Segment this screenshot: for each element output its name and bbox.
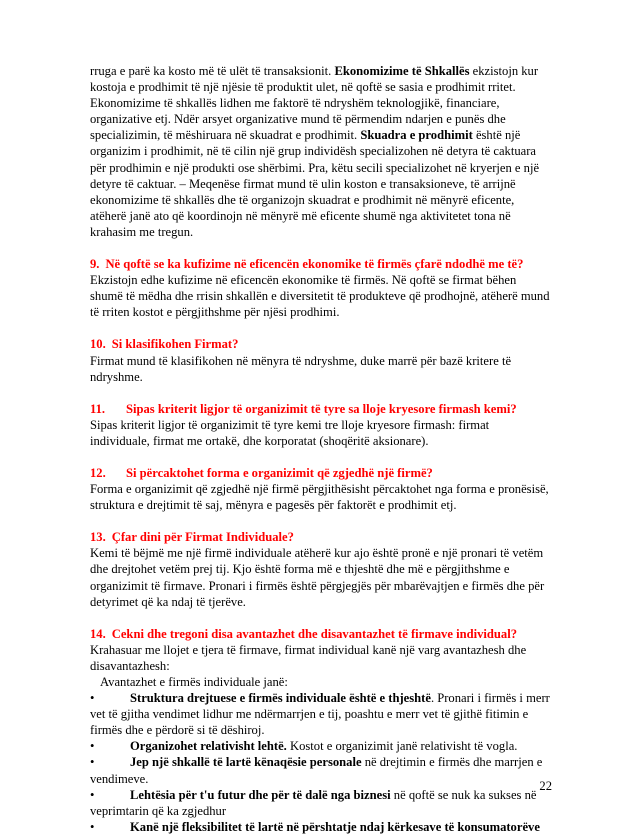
question-13-title: Çfar dini për Firmat Individuale? — [111, 530, 294, 545]
page-number: 22 — [539, 779, 552, 793]
question-13-heading — [90, 529, 552, 545]
intro-bold-2: Skuadra e prodhimit — [360, 128, 473, 143]
bullet-bold: Organizohet relativisht lehtë. — [130, 739, 287, 754]
bullet-item — [90, 690, 552, 738]
intro-text-1: rruga e parë ka kosto më të ulët të transaksionit. — [90, 64, 335, 78]
bullet-bold: Struktura drejtuese e firmës individuale është e thjeshtë — [130, 691, 431, 706]
question-10-title: Si klasifikohen Firmat? — [111, 337, 239, 352]
bullet-icon: • — [90, 819, 95, 834]
intro-bold-1: Ekonomizime të Shkallës — [334, 64, 470, 78]
question-14-title: Cekni dhe tregoni disa avantazhet dhe disavantazhet të firmave individual? — [111, 626, 517, 641]
bullet-text: në drejtimin e firmës dhe marrjen e vendimeve. — [90, 755, 543, 786]
question-9-heading — [90, 256, 552, 272]
question-14-heading — [90, 626, 552, 642]
question-11-title: Sipas kriterit ligjor të organizimit të tyre sa lloje kryesore firmash kemi? — [126, 401, 517, 416]
bullet-icon: • — [90, 755, 95, 770]
question-14-number: 14. — [90, 626, 106, 641]
question-9-title: Në qoftë se ka kufizime në eficencën ekonomike të firmës çfarë ndodhë me të? — [105, 257, 524, 272]
intro-text-2: ekzistojn kur kostoja e prodhimit të një njësie të produktit ulet, në qoftë se sasia e prodhimit rritet. Ekonomizime të shkallës lidhen me faktorë të ndryshëm teknologjikë, financiare, organizative etj. Ndër arsyet organizative mund të përmendim ndarjen e punës dhe specializimin, të mëshiruara në skuadrat e prodhimit. — [90, 64, 539, 143]
question-12-answer: Forma e organizimit që zgjedhë një firmë përgjithësisht përcaktohet nga forma e pronësisë, struktura e drejtimit të saj, mënyra e pagesës për faktorët e prodhimit etj. — [90, 482, 549, 513]
question-10-number: 10. — [90, 337, 106, 352]
question-12-heading — [90, 465, 552, 481]
page-content — [90, 63, 552, 835]
question-11-number: 11. — [90, 401, 106, 416]
intro-text-3: është një organizim i prodhimit, në të cilin një grup individësh specializohen në detyra të caktuara për prodhimin e një produkti ose shërbimi. Pra, këtu secili specializohet në kryerjen e një detyre të caktuar. – Meqenëse firmat mund të ulin koston e transaksioneve, të arrijnë ekonomizime të shkallës dhe të organizojn skuadrat e prodhimit në mënyrë eficente, atëherë janë ato që koordinojn në mënyrë më eficente shumë nga aktivitetet tona në krahasim me tregun. — [90, 128, 540, 239]
bullet-item — [90, 754, 552, 786]
bullet-icon: • — [90, 787, 95, 802]
question-10-answer: Firmat mund të klasifikohen në mënyra të ndryshme, duke marrë për bazë kritere të ndryshme. — [90, 353, 512, 384]
question-14-subheading: Avantazhet e firmës individuale janë: — [100, 675, 288, 689]
question-11-heading — [90, 401, 552, 417]
question-9-number: 9. — [90, 257, 100, 272]
bullet-text: Kostot e organizimit janë relativisht të vogla. — [286, 739, 518, 754]
bullet-text: . Pronari i firmës i merr vet të gjitha vendimet lidhur me ndërmarrjen e tij, poashtu e merr vet të gjithë fitimin e firmës dhe e përdorë si të dëshiroj. — [90, 691, 550, 738]
question-12-title: Si përcaktohet forma e organizimit që zgjedhë një firmë? — [126, 465, 433, 480]
question-12-number: 12. — [90, 465, 106, 480]
bullet-item — [90, 738, 552, 754]
question-11-answer: Sipas kriterit ligjor të organizimit të tyre kemi tre lloje kryesore firmash: firmat individuale, firmat me ortakë, dhe korporatat (shoqëritë aksionare). — [90, 417, 490, 448]
bullet-text: në qoftë se nuk ka sukses në veprimtarin që ka zgjedhur — [90, 787, 537, 818]
question-9-answer: Ekzistojn edhe kufizime në eficencën ekonomike të firmës. Në qoftë se firmat bëhen shumë të mëdha dhe rrisin shkallën e diversitetit të produkteve që prodhojnë, atëherë mund të rriten kostot e përgjithshme për njësi prodhimi. — [90, 273, 550, 320]
bullet-bold: Lehtësia për t'u futur dhe për të dalë nga biznesi — [130, 787, 391, 802]
question-10-heading — [90, 336, 552, 352]
bullet-bold: Jep një shkallë të lartë kënaqësie personale — [130, 755, 362, 770]
question-13-number: 13. — [90, 530, 106, 545]
bullet-item — [90, 787, 552, 819]
bullet-icon: • — [90, 691, 95, 706]
question-14-answer: Krahasuar me llojet e tjera të firmave, firmat individual kanë një varg avantazhesh dhe disavantazhesh: — [90, 642, 527, 673]
paragraph-intro — [90, 63, 552, 240]
bullet-icon: • — [90, 739, 95, 754]
bullet-item — [90, 819, 552, 835]
bullet-bold: Kanë një fleksibilitet të lartë në përshtatje ndaj kërkesave të konsumatorëve — [130, 819, 540, 834]
question-13-answer: Kemi të bëjmë me një firmë individuale atëherë kur ajo është pronë e një pronari të vetëm dhe drejtohet vetëm prej tij. Kjo është forma më e thjeshtë dhe më e përgjithshme e organizimit të firmave. Pronari i firmës është përgjegjës për mbarëvajtjen e firmës dhe për detyrimet që ka ndaj të tjerëve. — [90, 546, 545, 609]
